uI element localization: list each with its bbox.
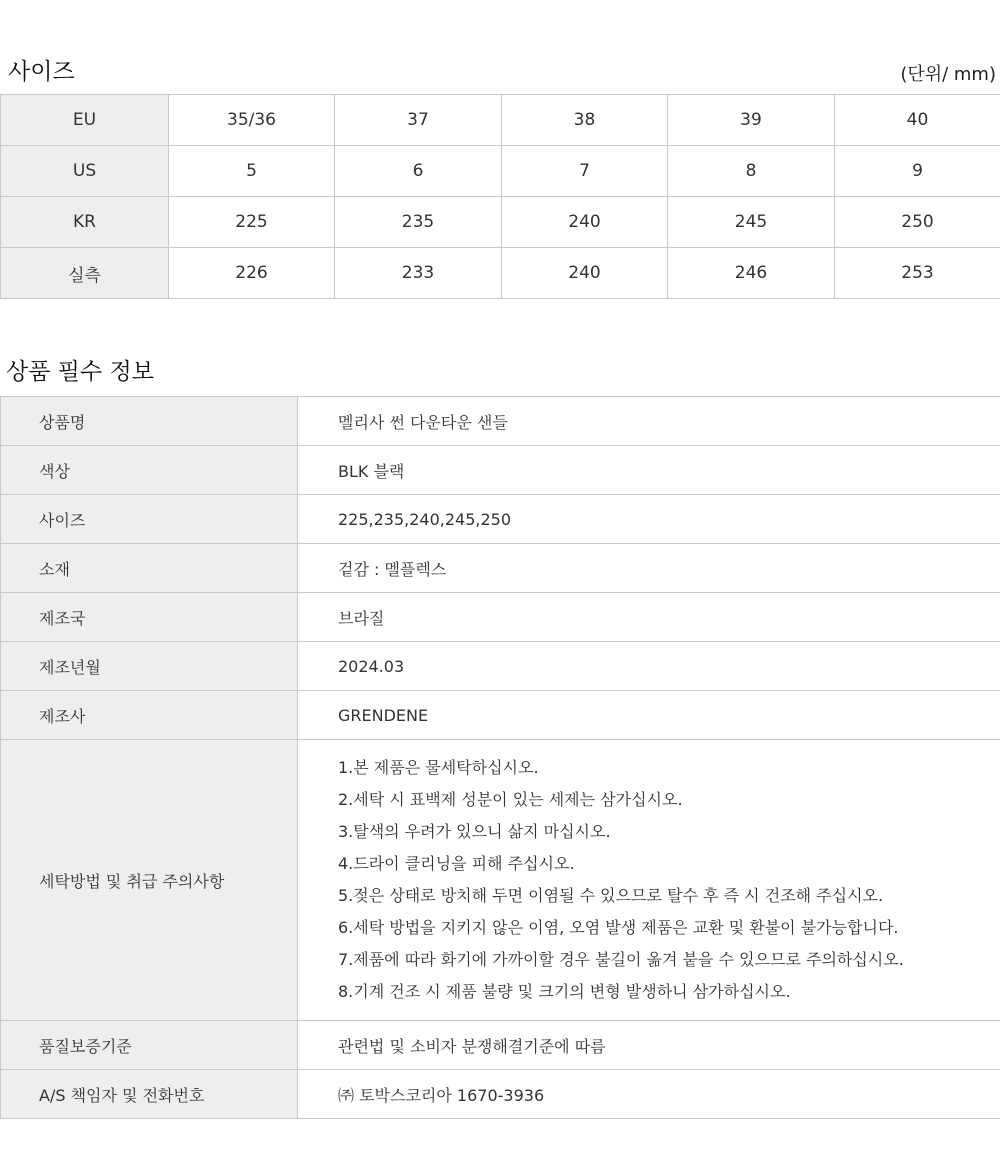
info-row-manufacture-date	[1, 642, 1000, 691]
care-line: 2.세탁 시 표백제 성분이 있는 세제는 삼가십시오.	[338, 790, 683, 809]
info-value: 브라질	[298, 593, 1000, 642]
info-value: 225,235,240,245,250	[298, 495, 1000, 544]
size-row-label: EU	[1, 95, 169, 146]
info-label: 사이즈	[1, 495, 298, 544]
care-line: 7.제품에 따라 화기에 가까이할 경우 불길이 옮겨 붙을 수 있으므로 주의하십시오.	[338, 950, 904, 969]
size-cell: 9	[835, 146, 1000, 197]
size-cell: 253	[835, 248, 1000, 299]
info-row-material	[1, 544, 1000, 593]
size-section-header	[0, 58, 1000, 86]
info-label: 세탁방법 및 취급 주의사항	[1, 740, 298, 1021]
size-table	[0, 94, 1000, 299]
size-cell: 8	[668, 146, 835, 197]
care-instructions	[298, 740, 1000, 1021]
info-value: GRENDENE	[298, 691, 1000, 740]
info-value: ㈜ 토박스코리아 1670-3936	[298, 1070, 1000, 1119]
info-value: 멜리사 썬 다운타운 샌들	[298, 397, 1000, 446]
size-cell: 5	[169, 146, 335, 197]
care-line: 8.기계 건조 시 제품 불량 및 크기의 변형 발생하니 삼가하십시오.	[338, 982, 791, 1001]
info-section-title: 상품 필수 정보	[6, 359, 154, 385]
info-row-manufacturer	[1, 691, 1000, 740]
info-row-as-contact	[1, 1070, 1000, 1119]
product-info-table	[0, 396, 1000, 1119]
size-row-us	[1, 146, 1000, 197]
size-row-label: US	[1, 146, 169, 197]
size-cell: 235	[335, 197, 502, 248]
size-cell: 225	[169, 197, 335, 248]
info-label: 제조년월	[1, 642, 298, 691]
info-value: 관련법 및 소비자 분쟁해결기준에 따름	[298, 1021, 1000, 1070]
size-cell: 38	[502, 95, 668, 146]
size-cell: 37	[335, 95, 502, 146]
size-cell: 240	[502, 248, 668, 299]
size-cell: 6	[335, 146, 502, 197]
info-value: 2024.03	[298, 642, 1000, 691]
size-row-label: 실측	[1, 248, 169, 299]
info-label: 제조국	[1, 593, 298, 642]
size-row-measured	[1, 248, 1000, 299]
size-cell: 35/36	[169, 95, 335, 146]
info-value: 겉감 : 멜플렉스	[298, 544, 1000, 593]
size-cell: 240	[502, 197, 668, 248]
info-row-product-name	[1, 397, 1000, 446]
info-label: 제조사	[1, 691, 298, 740]
size-cell: 40	[835, 95, 1000, 146]
size-unit-note: (단위/ mm)	[900, 64, 996, 85]
size-row-eu	[1, 95, 1000, 146]
size-cell: 246	[668, 248, 835, 299]
info-label: 소재	[1, 544, 298, 593]
care-line: 1.본 제품은 물세탁하십시오.	[338, 758, 539, 777]
size-cell: 250	[835, 197, 1000, 248]
info-row-quality-standard	[1, 1021, 1000, 1070]
care-line: 5.젖은 상태로 방치해 두면 이염될 수 있으므로 탈수 후 즉 시 건조해 주십시오.	[338, 886, 884, 905]
size-cell: 39	[668, 95, 835, 146]
info-label: 색상	[1, 446, 298, 495]
care-line: 6.세탁 방법을 지키지 않은 이염, 오염 발생 제품은 교환 및 환불이 불가능합니다.	[338, 918, 899, 937]
info-value: BLK 블랙	[298, 446, 1000, 495]
info-label: A/S 책임자 및 전화번호	[1, 1070, 298, 1119]
care-line: 3.탈색의 우려가 있으니 삶지 마십시오.	[338, 822, 611, 841]
size-cell: 7	[502, 146, 668, 197]
size-cell: 245	[668, 197, 835, 248]
size-section-title: 사이즈	[8, 59, 75, 85]
info-section-header	[0, 356, 1000, 386]
info-label: 상품명	[1, 397, 298, 446]
size-cell: 226	[169, 248, 335, 299]
care-line: 4.드라이 클리닝을 피해 주십시오.	[338, 854, 575, 873]
size-row-kr	[1, 197, 1000, 248]
info-row-country	[1, 593, 1000, 642]
info-label: 품질보증기준	[1, 1021, 298, 1070]
info-row-care	[1, 740, 1000, 1021]
size-cell: 233	[335, 248, 502, 299]
size-row-label: KR	[1, 197, 169, 248]
info-row-size	[1, 495, 1000, 544]
info-row-color	[1, 446, 1000, 495]
